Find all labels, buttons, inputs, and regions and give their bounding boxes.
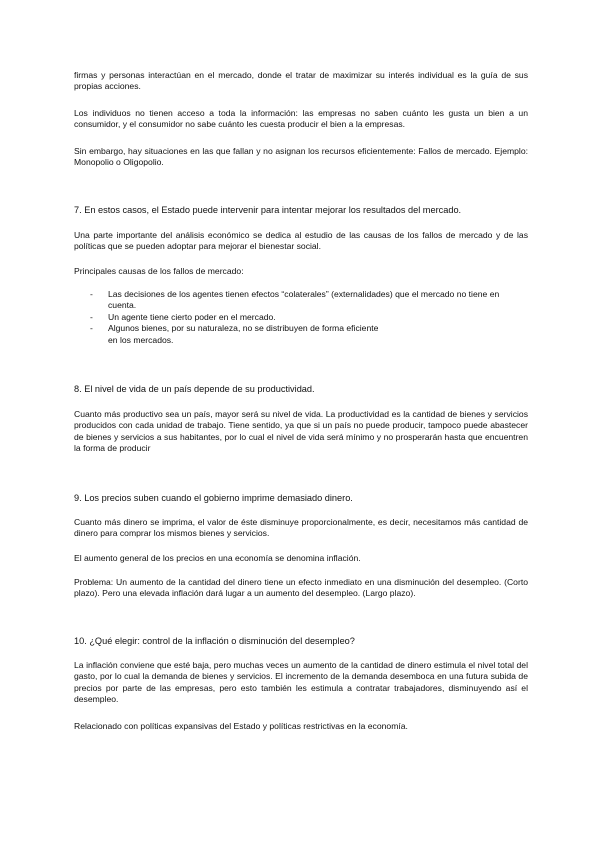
intro-paragraph-3: Sin embargo, hay situaciones en las que fallan y no asignan los recursos eficientemente: Fallos de mercado. Ejemplo: Monopolio o Oligopolio. xyxy=(74,146,528,168)
list-item-text: Un agente tiene cierto poder en el mercado. xyxy=(108,311,276,322)
section-10-paragraph-2: Relacionado con políticas expansivas del Estado y políticas restrictivas en la economía. xyxy=(74,721,408,731)
list-item xyxy=(74,323,528,346)
section-9-paragraph-3: Problema: Un aumento de la cantidad del dinero tiene un efecto inmediato en una disminución del desempleo. (Corto plazo). Pero una elevada inflación dará lugar a un aumento del desempleo. (Largo plazo). xyxy=(74,577,528,599)
intro-paragraph-2: Los individuos no tienen acceso a toda la información: las empresas no saben cuánto les gusta un bien a un consumidor, y el consumidor no sabe cuánto les cuesta producir el bien a la empresas. xyxy=(74,108,528,130)
section-9-heading: 9. Los precios suben cuando el gobierno imprime demasiado dinero. xyxy=(74,493,353,503)
section-10-heading: 10. ¿Qué elegir: control de la inflación o disminución del desempleo? xyxy=(74,636,355,646)
section-8-heading: 8. El nivel de vida de un país depende de su productividad. xyxy=(74,384,315,394)
section-9-paragraph-1: Cuanto más dinero se imprima, el valor de éste disminuye proporcionalmente, es decir, necesitamos más cantidad de dinero para comprar los mismos bienes y servicios. xyxy=(74,517,528,539)
bullet-dash: - xyxy=(90,323,93,334)
bullet-dash: - xyxy=(90,289,93,299)
section-7-paragraph-2: Principales causas de los fallos de mercado: xyxy=(74,266,244,276)
section-8-paragraph-1: Cuanto más productivo sea un país, mayor será su nivel de vida. La productividad es la cantidad de bienes y servicios producidos con cada unidad de trabajo. Tiene sentido, ya que si un país no puede producir, tampoco puede abastecer de bienes y servicios a sus habitantes, por lo cual el nivel de vida será mínimo y no prosperarán hasta que encuentren la forma de producir xyxy=(74,409,528,454)
list-item xyxy=(74,289,528,312)
list-item-text: Algunos bienes, por su naturaleza, no se distribuyen de forma eficiente xyxy=(108,323,379,334)
section-10-paragraph-1: La inflación conviene que esté baja, pero muchas veces un aumento de la cantidad de dinero estimula el nivel total del gasto, por lo cual la demanda de bienes y servicios. El incremento de la demanda desemboca en una futura subida de precios por parte de las empresas, pero esto también les estimula a contratar trabajadores, disminuyendo así el desempleo. xyxy=(74,660,528,705)
list-item-text: Las decisiones de los agentes tienen efectos “colaterales” (externalidades) que el mercado no tiene en cuenta. xyxy=(108,289,500,311)
intro-paragraph-1: firmas y personas interactúan en el mercado, donde el tratar de maximizar su interés individual es la guía de sus propias acciones. xyxy=(74,70,528,92)
list-item xyxy=(74,312,528,323)
section-7-heading: 7. En estos casos, el Estado puede intervenir para intentar mejorar los resultados del mercado. xyxy=(74,205,462,215)
section-9-paragraph-2: El aumento general de los precios en una economía se denomina inflación. xyxy=(74,553,361,563)
market-failure-causes-list xyxy=(74,289,528,346)
list-item-text-continuation: en los mercados. xyxy=(108,334,174,345)
bullet-dash: - xyxy=(90,311,93,322)
section-7-paragraph-1: Una parte importante del análisis económico se dedica al estudio de las causas de los fallos de mercado y de las políticas que se pueden adoptar para mejorar el bienestar social. xyxy=(74,230,528,252)
